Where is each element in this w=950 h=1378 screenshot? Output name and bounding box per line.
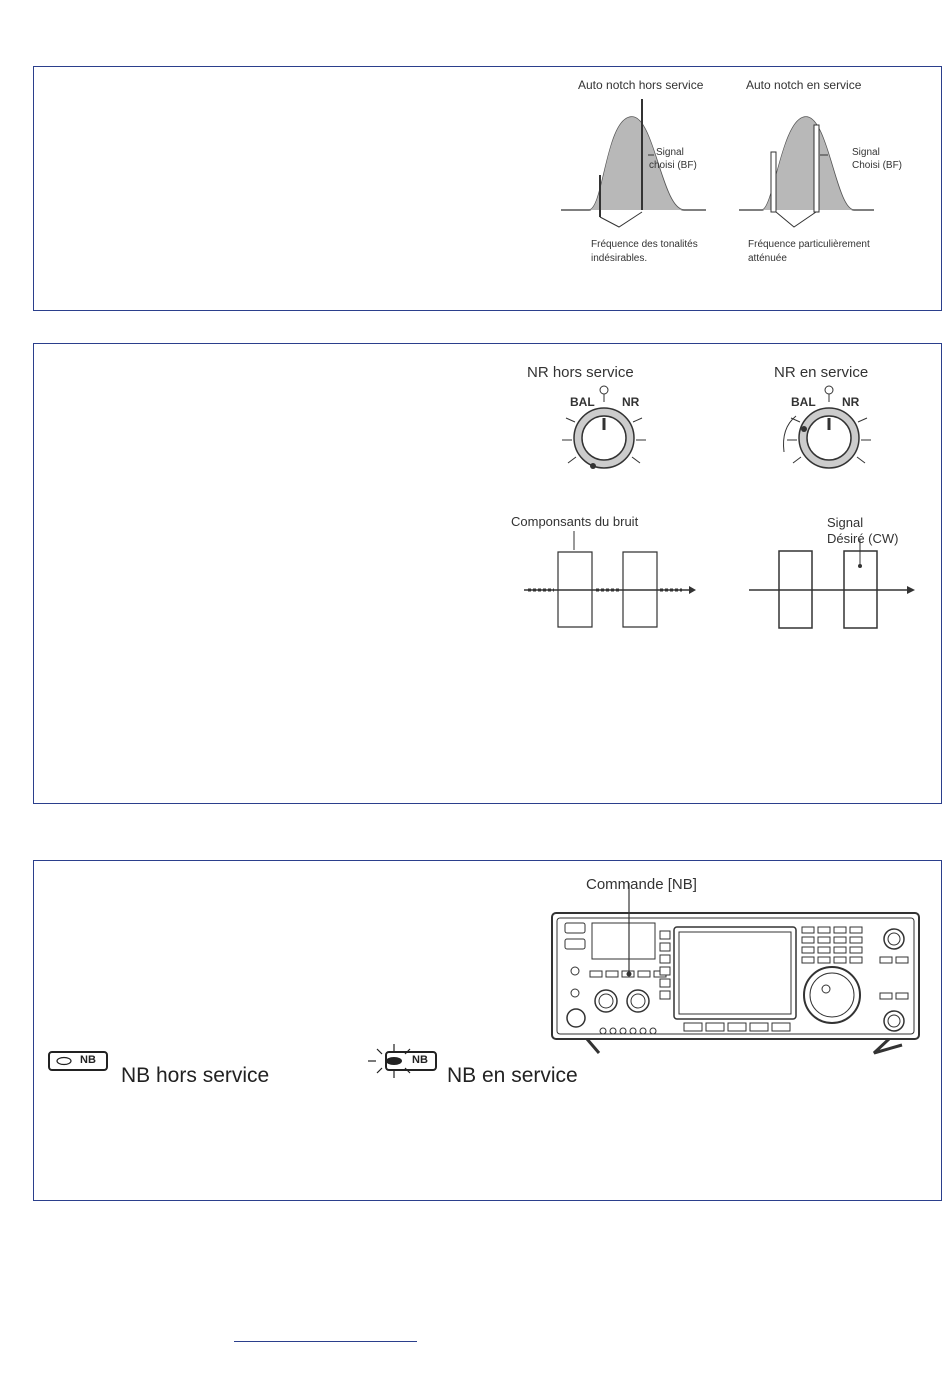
nb-off-text: NB hors service (121, 1064, 270, 1087)
autonotch-diagram (34, 67, 943, 312)
nr-noise-waveform (524, 531, 696, 627)
nb-diagram (34, 861, 943, 1202)
transceiver-illustration (552, 883, 919, 1053)
nr-off-bal-label: BAL (570, 395, 595, 409)
nb-on-text: NB en service (447, 1064, 578, 1087)
nr-diagram (34, 344, 943, 805)
nr-off-title: NR hors service (527, 364, 634, 381)
autonotch-on-title: Auto notch en service (746, 78, 862, 92)
autonotch-off-title: Auto notch hors service (578, 78, 704, 92)
nr-desired-label-2: Désiré (CW) (827, 531, 899, 546)
nr-on-nr-label: NR (842, 395, 860, 409)
autonotch-off-signal-label-1: Signal (656, 147, 684, 158)
nb-panel (33, 860, 942, 1201)
autonotch-on-notch-left (771, 152, 776, 212)
autonotch-off-signal-label-2: choisi (BF) (649, 160, 697, 171)
nb-control-label: Commande [NB] (586, 876, 697, 893)
autonotch-off-caption-2: indésirables. (591, 253, 648, 264)
nr-desired-waveform (749, 539, 915, 628)
footer-rule (234, 1341, 417, 1342)
nr-off-nr-label: NR (622, 395, 640, 409)
autonotch-on-notch-right (814, 125, 819, 212)
autonotch-on-signal-label-1: Signal (852, 147, 880, 158)
autonotch-panel (33, 66, 942, 311)
nr-on-bal-label: BAL (791, 395, 816, 409)
nb-on-button-label: NB (412, 1054, 428, 1066)
nb-off-button-icon (49, 1052, 107, 1070)
nb-off-button-label: NB (80, 1054, 96, 1066)
nr-on-title: NR en service (774, 364, 869, 381)
autonotch-on-signal-label-2: Choisi (BF) (852, 160, 903, 171)
autonotch-on-caption-2: atténuée (748, 253, 787, 264)
autonotch-off-caption-1: Fréquence des tonalités (591, 239, 698, 250)
autonotch-on-caption-1: Fréquence particulièrement (748, 239, 870, 250)
nr-noise-label: Componsants du bruit (511, 514, 639, 529)
nr-desired-label-1: Signal (827, 515, 864, 530)
nr-panel (33, 343, 942, 804)
